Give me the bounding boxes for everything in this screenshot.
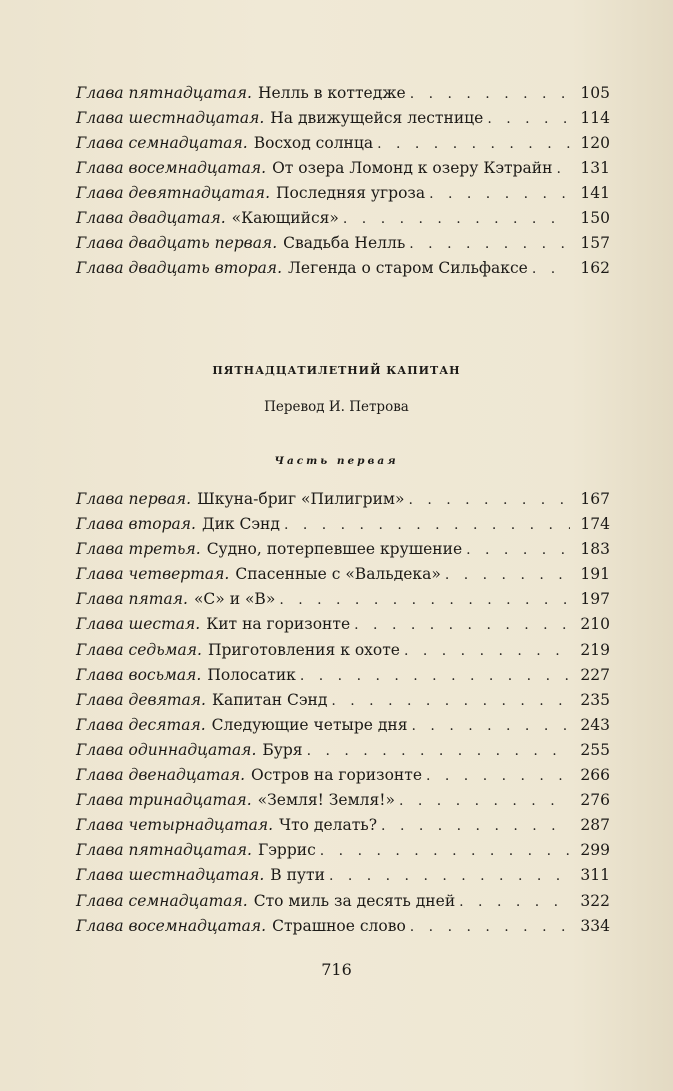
chapter-label: Глава первая. xyxy=(76,490,192,508)
page-number: 150 xyxy=(580,209,610,227)
chapter-label: Глава восемнадцатая. xyxy=(76,916,267,935)
chapter-label: Глава одиннадцатая. xyxy=(76,740,257,759)
chapter-label: Глава вторая. xyxy=(76,515,196,534)
chapter-title: Последняя угроза xyxy=(276,184,426,202)
toc-entry xyxy=(76,490,610,515)
toc-entry xyxy=(76,641,610,666)
page-number: 311 xyxy=(580,866,610,885)
page-number: 334 xyxy=(580,916,610,935)
chapter-label: Глава десятая. xyxy=(76,715,206,734)
chapter-title: Спасенные с «Вальдека» xyxy=(235,565,441,584)
toc-entry xyxy=(76,540,610,565)
dot-leader xyxy=(300,668,570,684)
page-number: 183 xyxy=(580,540,610,559)
chapter-title: «С» и «В» xyxy=(193,590,276,609)
page-number: 235 xyxy=(580,690,610,709)
dot-leader xyxy=(329,868,570,884)
chapter-label: Глава двенадцатая. xyxy=(76,766,246,785)
page-number: 197 xyxy=(580,590,610,609)
dot-leader xyxy=(381,818,570,834)
chapter-label: Глава восемнадцатая. xyxy=(76,159,267,177)
page-number: 255 xyxy=(580,740,610,759)
page-number: 131 xyxy=(580,159,610,177)
page-folio: 716 xyxy=(321,960,352,979)
toc-entry xyxy=(76,590,610,615)
page-number: 322 xyxy=(580,891,610,910)
dot-leader xyxy=(284,517,570,533)
chapter-label: Глава шестнадцатая. xyxy=(76,866,265,885)
chapter-title: Страшное слово xyxy=(272,916,406,935)
toc-entry xyxy=(76,184,610,209)
chapter-title: Шкуна-бриг «Пилигрим» xyxy=(197,490,405,508)
page-number: 287 xyxy=(580,816,610,835)
chapter-label: Глава семнадцатая. xyxy=(76,891,248,910)
toc-entry xyxy=(76,791,610,816)
page-number: 174 xyxy=(580,515,610,534)
page-number: 114 xyxy=(580,109,610,127)
chapter-label: Глава пятнадцатая. xyxy=(76,84,252,102)
page-number: 157 xyxy=(580,234,610,252)
toc-entry xyxy=(76,259,610,284)
chapter-title: Полосатик xyxy=(207,665,296,684)
chapter-label: Глава третья. xyxy=(76,540,201,559)
chapter-title: Следующие четыре дня xyxy=(211,715,408,734)
toc-entry xyxy=(76,209,610,234)
dot-leader xyxy=(426,768,570,784)
chapter-title: Дик Сэнд xyxy=(201,515,280,534)
page-number: 243 xyxy=(580,715,610,734)
toc-entry xyxy=(76,816,610,841)
chapter-title: Восход солнца xyxy=(253,134,374,152)
dot-leader xyxy=(429,186,570,202)
page-number: 299 xyxy=(580,841,610,860)
toc-entry xyxy=(76,109,610,134)
chapter-title: Свадьба Нелль xyxy=(283,234,406,252)
toc-entry xyxy=(76,716,610,741)
dot-leader xyxy=(487,111,570,127)
page-number: 266 xyxy=(580,766,610,785)
page-number: 141 xyxy=(580,184,610,202)
page-number: 210 xyxy=(580,615,610,634)
chapter-label: Глава пятая. xyxy=(76,590,188,609)
chapter-label: Глава шестнадцатая. xyxy=(76,109,265,127)
toc-entry xyxy=(76,917,610,942)
chapter-title: Гэррис xyxy=(257,841,316,860)
chapter-label: Глава шестая. xyxy=(76,615,201,634)
dot-leader xyxy=(279,592,570,608)
chapter-label: Глава тринадцатая. xyxy=(76,791,252,810)
chapter-title: Судно, потерпевшее крушение xyxy=(206,540,463,559)
chapter-label: Глава седьмая. xyxy=(76,640,202,659)
toc-list-top xyxy=(76,84,610,284)
toc-entry xyxy=(76,565,610,590)
toc-entry xyxy=(76,892,610,917)
dot-leader xyxy=(445,567,570,583)
toc-entry xyxy=(76,615,610,640)
chapter-title: Что делать? xyxy=(279,816,378,835)
chapter-label: Глава восьмая. xyxy=(76,665,202,684)
chapter-title: Капитан Сэнд xyxy=(211,690,328,709)
dot-leader xyxy=(466,542,570,558)
chapter-label: Глава пятнадцатая. xyxy=(76,841,252,860)
dot-leader xyxy=(556,161,570,177)
dot-leader xyxy=(459,894,570,910)
chapter-title: Легенда о старом Сильфаксе xyxy=(288,259,528,277)
dot-leader xyxy=(409,236,570,252)
page-number: 167 xyxy=(580,490,610,508)
page-number: 105 xyxy=(580,84,610,102)
toc-list-bottom xyxy=(76,490,610,942)
toc-entry xyxy=(76,666,610,691)
dot-leader xyxy=(404,643,570,659)
toc-entry xyxy=(76,866,610,891)
chapter-label: Глава двадцать вторая. xyxy=(76,259,282,277)
chapter-label: Глава девятая. xyxy=(76,690,206,709)
page-number: 162 xyxy=(580,259,610,277)
toc-entry xyxy=(76,841,610,866)
chapter-title: Буря xyxy=(262,740,303,759)
dot-leader xyxy=(343,211,570,227)
toc-entry xyxy=(76,234,610,259)
toc-entry xyxy=(76,691,610,716)
dot-leader xyxy=(377,136,570,152)
toc-entry xyxy=(76,134,610,159)
chapter-title: От озера Ломонд к озеру Кэтрайн xyxy=(272,159,553,177)
dot-leader xyxy=(399,793,570,809)
chapter-title: «Кающийся» xyxy=(231,209,339,227)
page-number: 191 xyxy=(580,565,610,584)
page-number: 227 xyxy=(580,665,610,684)
dot-leader xyxy=(412,718,570,734)
toc-entry xyxy=(76,515,610,540)
section-title: ПЯТНАДЦАТИЛЕТНИЙ КАПИТАН xyxy=(212,364,461,377)
toc-entry xyxy=(76,159,610,184)
dot-leader xyxy=(354,617,570,633)
toc-entry xyxy=(76,766,610,791)
chapter-title: Приготовления к охоте xyxy=(207,640,400,659)
chapter-label: Глава семнадцатая. xyxy=(76,134,248,152)
chapter-title: В пути xyxy=(270,866,325,885)
part-heading: Часть первая xyxy=(274,455,399,467)
chapter-label: Глава двадцать первая. xyxy=(76,234,278,252)
chapter-label: Глава четвертая. xyxy=(76,565,230,584)
chapter-title: На движущейся лестнице xyxy=(270,109,484,127)
chapter-label: Глава двадцатая. xyxy=(76,209,226,227)
chapter-title: Кит на горизонте xyxy=(206,615,351,634)
translator-credit: Перевод И. Петрова xyxy=(264,399,409,415)
page-number: 276 xyxy=(580,791,610,810)
toc-entry xyxy=(76,84,610,109)
dot-leader xyxy=(307,743,570,759)
page-number: 120 xyxy=(580,134,610,152)
page-number: 219 xyxy=(580,640,610,659)
chapter-label: Глава девятнадцатая. xyxy=(76,184,270,202)
chapter-title: Нелль в коттедже xyxy=(257,84,406,102)
chapter-label: Глава четырнадцатая. xyxy=(76,816,274,835)
dot-leader xyxy=(331,693,570,709)
dot-leader xyxy=(320,843,570,859)
dot-leader xyxy=(410,919,570,935)
dot-leader xyxy=(408,492,570,508)
dot-leader xyxy=(410,86,570,102)
chapter-title: Сто миль за десять дней xyxy=(253,891,456,910)
dot-leader xyxy=(532,261,570,277)
chapter-title: Остров на горизонте xyxy=(251,766,422,785)
chapter-title: «Земля! Земля!» xyxy=(257,791,395,810)
toc-entry xyxy=(76,741,610,766)
